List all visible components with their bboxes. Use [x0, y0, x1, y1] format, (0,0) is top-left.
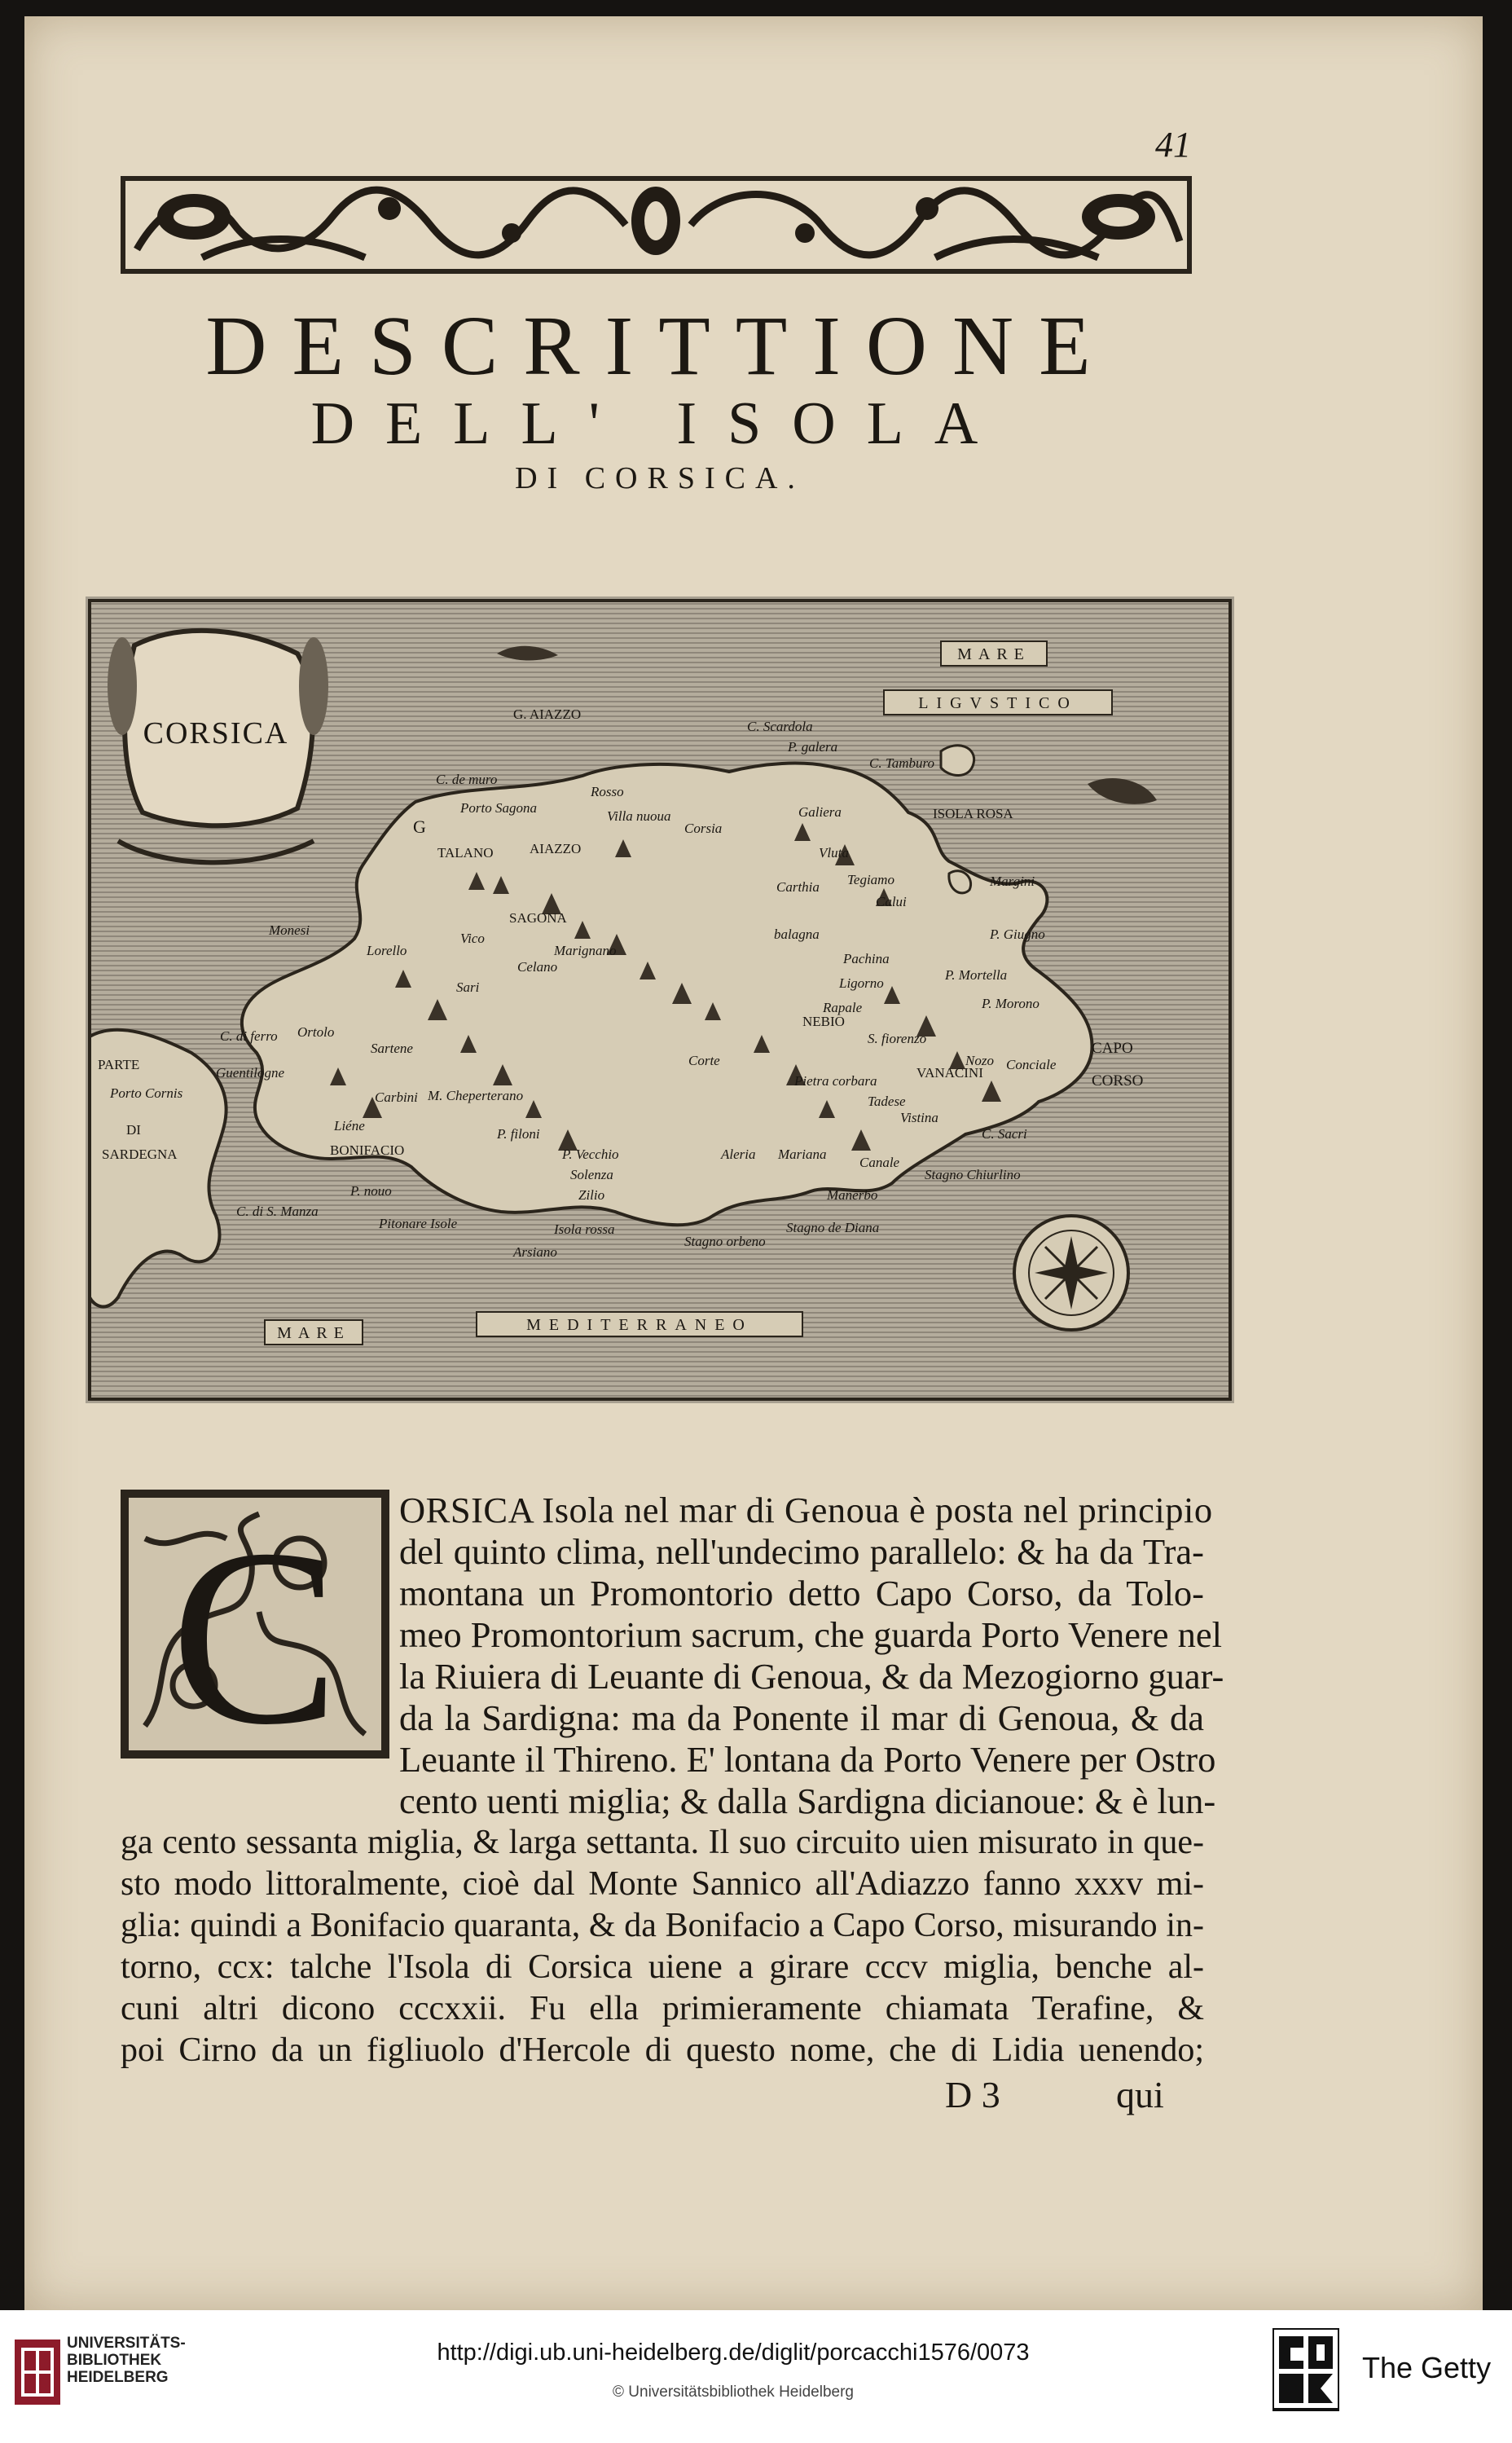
- map-label-mediterraneo: MEDITERRANEO: [526, 1316, 753, 1334]
- text-line-11: glia: quindi a Bonifacio quaranta, & da Bonifacio a Capo Corso, misurando in-: [121, 1907, 1204, 1944]
- map-label-vanacini: VANACINI: [916, 1065, 983, 1081]
- page-number: 41: [1155, 125, 1191, 165]
- institution-line-3: HEIDELBERG: [67, 2369, 169, 2386]
- map-label-isola-rosa: ISOLA ROSA: [933, 806, 1013, 821]
- map-label-villa-nuoua: Villa nuoua: [607, 808, 671, 824]
- map-label-sagona: SAGONA: [509, 910, 567, 926]
- map-label-mariana: Mariana: [778, 1147, 827, 1162]
- map-label-rosso: Rosso: [591, 784, 624, 799]
- text-line-7: Leuante il Thireno. E' lontana da Porto Venere per Ostro: [399, 1739, 1216, 1780]
- map-label-c-scardola: C. Scardola: [747, 719, 813, 734]
- map-label-s-fiorenzo: S. fiorenzo: [868, 1031, 927, 1046]
- map-label-aleria: Aleria: [721, 1147, 756, 1162]
- map-label-carbini: Carbini: [375, 1089, 418, 1105]
- map-label-solenza: Solenza: [570, 1167, 613, 1182]
- map-label-p-filoni: P. filoni: [497, 1126, 540, 1142]
- map-label-isola-rossa: Isola rossa: [554, 1222, 615, 1237]
- map-label-porto-cornis: Porto Cornis: [110, 1085, 183, 1101]
- text-line-12: torno, ccx: talche l'Isola di Corsica uiene a girare cccv miglia, benche al-: [121, 1948, 1204, 1986]
- map-label-celano: Celano: [517, 959, 558, 975]
- text-line-13: cuni altri dicono cccxxii. Fu ella primieramente chiamata Terafine, &: [121, 1990, 1204, 2027]
- map-label-stagno-di-diana: Stagno de Diana: [786, 1220, 880, 1235]
- page-subtitle: DELL' ISOLA: [310, 390, 1009, 457]
- map-label-corsia: Corsia: [684, 821, 723, 836]
- institution-line-1: UNIVERSITÄTS-: [67, 2335, 186, 2352]
- text-line-1: ORSICA Isola nel mar di Genoua è posta nel principio: [399, 1490, 1213, 1530]
- map-label-ligustico: LIGVSTICO: [918, 694, 1078, 712]
- elba-island-shape: [941, 746, 974, 776]
- map-label-vistina: Vistina: [900, 1110, 938, 1125]
- map-label-vluta: Vluta: [819, 845, 849, 861]
- map-label-nozo: Nozo: [965, 1053, 994, 1068]
- map-label-arsiano: Arsiano: [513, 1244, 557, 1260]
- map-label-mare-bottom: MARE: [277, 1324, 350, 1342]
- map-label-porto-sagona: Porto Sagona: [460, 800, 537, 816]
- map-label-rapale: Rapale: [823, 1000, 863, 1015]
- map-label-sari: Sari: [456, 979, 480, 995]
- decorative-headpiece: [121, 176, 1192, 274]
- cartouche-title: CORSICA: [143, 716, 289, 751]
- compass-rose: [1014, 1216, 1128, 1330]
- map-label-calui: Calui: [876, 894, 907, 909]
- map-label-aiazzo: AIAZZO: [530, 841, 582, 856]
- map-label-p-nouo: P. nouo: [350, 1183, 392, 1199]
- map-label-c-di-ferro: C. di ferro: [220, 1028, 278, 1044]
- map-label-sartene: Sartene: [371, 1041, 413, 1056]
- map-label-ziglio: Zilio: [578, 1187, 605, 1203]
- map-label-c-tamburo: C. Tamburo: [869, 755, 934, 771]
- map-label-ortolo: Ortolo: [297, 1024, 335, 1040]
- decorated-initial: [121, 1490, 389, 1759]
- map-label-p-mortella: P. Mortella: [945, 967, 1008, 983]
- text-line-9: ga cento sessanta miglia, & larga settanta. Il suo circuito uien misurato in que-: [121, 1824, 1204, 1861]
- text-line-14: poi Cirno da un figliuolo d'Hercole di questo nome, che di Lidia uenendo;: [121, 2031, 1204, 2069]
- map-label-ligorno: Ligorno: [839, 975, 884, 991]
- map-label-monesi: Monesi: [269, 922, 310, 938]
- signature-mark: D 3: [945, 2074, 1000, 2115]
- map-label-p-morono: P. Morono: [982, 996, 1040, 1011]
- map-label-carthia: Carthia: [776, 879, 820, 895]
- page-title: DESCRITTIONE: [205, 299, 1116, 393]
- map-label-tegiamo: Tegiamo: [847, 872, 894, 887]
- map-label-c-sacri: C. Sacri: [982, 1126, 1027, 1142]
- map-label-galiera: Galiera: [798, 804, 842, 820]
- map-label-pietra-corbara: Pietra corbara: [794, 1073, 877, 1089]
- university-library-name: [67, 2335, 186, 2386]
- map-label-stagno-orbeno: Stagno orbeno: [684, 1234, 766, 1249]
- map-label-talano: TALANO: [437, 845, 494, 861]
- initial-letter: C: [170, 1498, 340, 1759]
- map-label-stagno-chiurlino: Stagno Chiurlino: [925, 1167, 1021, 1182]
- map-label-conciale: Conciale: [1006, 1057, 1057, 1072]
- map-label-di: DI: [126, 1122, 141, 1138]
- page-subtitle-small: DI CORSICA.: [515, 461, 805, 495]
- map-label-tadese: Tadese: [868, 1094, 906, 1109]
- map-label-marignano: Marignano: [554, 943, 617, 958]
- map-label-c-di-s-manza: C. di S. Manza: [236, 1204, 319, 1219]
- map-label-balagna: balagna: [774, 927, 820, 942]
- map-of-corsica: [86, 596, 1234, 1403]
- text-line-4: meo Promontorium sacrum, che guarda Porto Venere nel: [399, 1614, 1223, 1655]
- map-label-corte: Corte: [688, 1053, 720, 1068]
- map-label-canale: Canale: [859, 1155, 900, 1170]
- text-line-10: sto modo littoralmente, cioè dal Monte Sannico all'Adiazzo fanno xxxv mi-: [121, 1865, 1204, 1903]
- map-label-parte: PARTE: [98, 1057, 140, 1072]
- map-label-p-galera: P. galera: [788, 739, 838, 755]
- map-label-corso: CORSO: [1092, 1072, 1144, 1089]
- map-label-p-giugno: P. Giugno: [990, 927, 1045, 942]
- map-label-p-vecchio: P. Vecchio: [562, 1147, 619, 1162]
- text-line-5: la Riuiera di Leuante di Genoua, & da Mezogiorno guar-: [399, 1656, 1224, 1697]
- permalink-url[interactable]: http://digi.ub.uni-heidelberg.de/diglit/porcacchi1576/0073: [437, 2340, 1030, 2366]
- map-label-g-aiazzo: G. AIAZZO: [513, 706, 582, 722]
- map-label-nebio: NEBIO: [802, 1014, 845, 1029]
- map-label-bonifacio: BONIFACIO: [330, 1142, 405, 1158]
- getty-partner-name: The Getty: [1362, 2351, 1492, 2384]
- map-label-pachina: Pachina: [843, 951, 890, 966]
- institution-line-2: BIBLIOTHEK: [67, 2352, 162, 2369]
- copyright-notice: © Universitätsbibliothek Heidelberg: [613, 2384, 854, 2401]
- book-page: [24, 16, 1483, 2310]
- map-label-g: G: [413, 817, 426, 837]
- map-label-manerbo: Manerbo: [827, 1187, 878, 1203]
- map-label-sardegna: SARDEGNA: [102, 1147, 178, 1162]
- map-label-capo: CAPO: [1092, 1040, 1133, 1057]
- map-label-margini: Margini: [990, 874, 1035, 889]
- text-line-3: montana un Promontorio detto Capo Corso, da Tolo-: [399, 1573, 1204, 1613]
- viewer-footer: [0, 2310, 1512, 2443]
- catchword: qui: [1116, 2074, 1164, 2115]
- getty-logo-icon: [1272, 2328, 1339, 2418]
- map-label-guentilogne: Guentilogne: [216, 1065, 285, 1081]
- map-label-c-de-muro: C. de muro: [436, 772, 498, 787]
- map-label-vico: Vico: [460, 931, 485, 946]
- map-label-pitonare-isole: Pitonare Isole: [379, 1216, 458, 1231]
- map-label-m-cheperterano: M. Cheperterano: [428, 1088, 524, 1103]
- text-line-6: da la Sardigna: ma da Ponente il mar di Genoua, & da: [399, 1697, 1204, 1738]
- map-label-mare-top: MARE: [957, 645, 1031, 663]
- map-label-santa-lucia: Liéne: [334, 1118, 365, 1133]
- map-label-la-vezzeria: Lorello: [367, 943, 407, 958]
- text-line-8: cento uenti miglia; & dalla Sardigna dicianoue: & è lun-: [399, 1781, 1216, 1821]
- text-line-2: del quinto clima, nell'undecimo parallelo: & ha da Tra-: [399, 1531, 1204, 1572]
